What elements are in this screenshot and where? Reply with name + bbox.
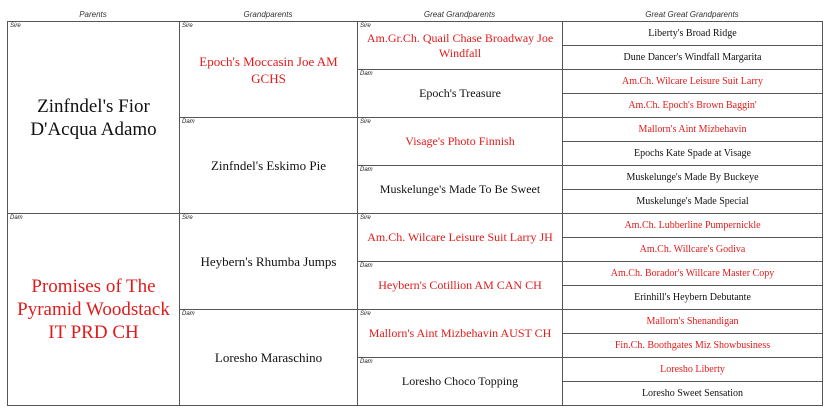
sire-label: Sire xyxy=(360,215,371,221)
great-great-grandparent-cell xyxy=(562,333,823,358)
great-great-grandparent-name: Am.Ch. Wilcare Leisure Suit Larry xyxy=(621,75,764,87)
grandparent-cell xyxy=(179,21,358,118)
great-great-grandparent-name: Muskelunge's Made Special xyxy=(636,195,749,207)
great-grandparent-cell xyxy=(357,165,563,214)
great-great-grandparent-name: Fin.Ch. Boothgates Miz Showbusiness xyxy=(614,339,771,351)
great-grandparent-cell xyxy=(357,69,563,118)
great-grandparent-cell xyxy=(357,21,563,70)
great-great-grandparent-name: Am.Ch. Lubberline Pumpernickle xyxy=(624,219,761,231)
great-grandparent-name: Am.Gr.Ch. Quail Chase Broadway Joe Windfall xyxy=(366,30,554,60)
great-great-grandparent-name: Erinhill's Heybern Debutante xyxy=(634,291,751,303)
great-grandparent-cell xyxy=(357,357,563,406)
parent-cell xyxy=(7,21,180,214)
great-great-grandparent-name: Loresho Liberty xyxy=(660,363,725,375)
great-great-grandparent-cell xyxy=(562,69,823,94)
great-great-grandparent-cell xyxy=(562,189,823,214)
great-grandparent-name: Epoch's Treasure xyxy=(419,86,501,100)
header-parents: Parents xyxy=(79,10,107,19)
great-great-grandparent-cell xyxy=(562,285,823,310)
header-great-grandparents: Great Grandparents xyxy=(423,10,496,19)
great-grandparent-cell xyxy=(357,309,563,358)
great-great-grandparent-cell xyxy=(562,357,823,382)
parent-name: Zinfndel's Fior D'Acqua Adamo xyxy=(30,95,157,140)
great-great-grandparent-cell xyxy=(562,141,823,166)
great-great-grandparent-cell xyxy=(562,93,823,118)
great-great-grandparent-cell xyxy=(562,237,823,262)
great-great-grandparent-cell xyxy=(562,261,823,286)
header-grandparents: Grandparents xyxy=(243,10,293,19)
grandparent-cell xyxy=(179,213,358,310)
great-grandparent-cell xyxy=(357,213,563,262)
grandparent-cell xyxy=(179,309,358,406)
great-grandparent-name: Muskelunge's Made To Be Sweet xyxy=(379,182,541,196)
dam-label: Dam xyxy=(182,311,195,317)
dam-label: Dam xyxy=(10,215,23,221)
great-great-grandparent-name: Epochs Kate Spade at Visage xyxy=(634,147,751,159)
great-great-grandparent-name: Mallorn's Shenandigan xyxy=(646,315,739,327)
great-great-grandparent-name: Liberty's Broad Ridge xyxy=(648,27,737,39)
dam-label: Dam xyxy=(360,359,373,365)
great-great-grandparent-cell xyxy=(562,309,823,334)
great-great-grandparent-name: Dune Dancer's Windfall Margarita xyxy=(623,51,762,63)
great-grandparent-name: Visage's Photo Finnish xyxy=(405,134,515,148)
great-great-grandparent-cell xyxy=(562,21,823,46)
great-great-grandparent-name: Am.Ch. Borador's Willcare Master Copy xyxy=(610,267,775,279)
sire-label: Sire xyxy=(360,311,371,317)
great-great-grandparent-cell xyxy=(562,213,823,238)
great-grandparent-cell xyxy=(357,117,563,166)
great-grandparent-name: Mallorn's Aint Mizbehavin AUST CH xyxy=(368,326,552,340)
great-great-grandparent-name: Mallorn's Aint Mizbehavin xyxy=(638,123,747,135)
great-great-grandparent-cell xyxy=(562,381,823,406)
grandparent-cell xyxy=(179,117,358,214)
parent-cell xyxy=(7,213,180,406)
dam-label: Dam xyxy=(360,167,373,173)
great-great-grandparent-cell xyxy=(562,165,823,190)
great-great-grandparent-name: Am.Ch. Willcare's Godiva xyxy=(639,243,746,255)
sire-label: Sire xyxy=(360,23,371,29)
sire-label: Sire xyxy=(182,23,193,29)
great-great-grandparent-name: Am.Ch. Epoch's Brown Baggin' xyxy=(628,99,757,111)
sire-label: Sire xyxy=(10,23,21,29)
grandparent-name: Loresho Maraschino xyxy=(214,350,323,365)
parent-name: Promises of The Pyramid Woodstack IT PRD CH xyxy=(17,276,170,343)
grandparent-name: Heybern's Rhumba Jumps xyxy=(200,254,337,269)
great-great-grandparent-cell xyxy=(562,117,823,142)
sire-label: Sire xyxy=(182,215,193,221)
great-grandparent-name: Am.Ch. Wilcare Leisure Suit Larry JH xyxy=(367,230,553,244)
great-great-grandparent-cell xyxy=(562,45,823,70)
great-grandparent-cell xyxy=(357,261,563,310)
sire-label: Sire xyxy=(360,119,371,125)
dam-label: Dam xyxy=(360,71,373,77)
great-great-grandparent-name: Muskelunge's Made By Buckeye xyxy=(626,171,759,183)
great-grandparent-name: Heybern's Cotillion AM CAN CH xyxy=(378,278,542,292)
great-great-grandparent-name: Loresho Sweet Sensation xyxy=(641,387,744,399)
dam-label: Dam xyxy=(182,119,195,125)
grandparent-name: Zinfndel's Eskimo Pie xyxy=(210,158,326,173)
great-grandparent-name: Loresho Choco Topping xyxy=(401,374,519,388)
header-great-great-grandparents: Great Great Grandparents xyxy=(645,10,739,19)
grandparent-name: Epoch's Moccasin Joe AM GCHS xyxy=(199,53,338,86)
dam-label: Dam xyxy=(360,263,373,269)
